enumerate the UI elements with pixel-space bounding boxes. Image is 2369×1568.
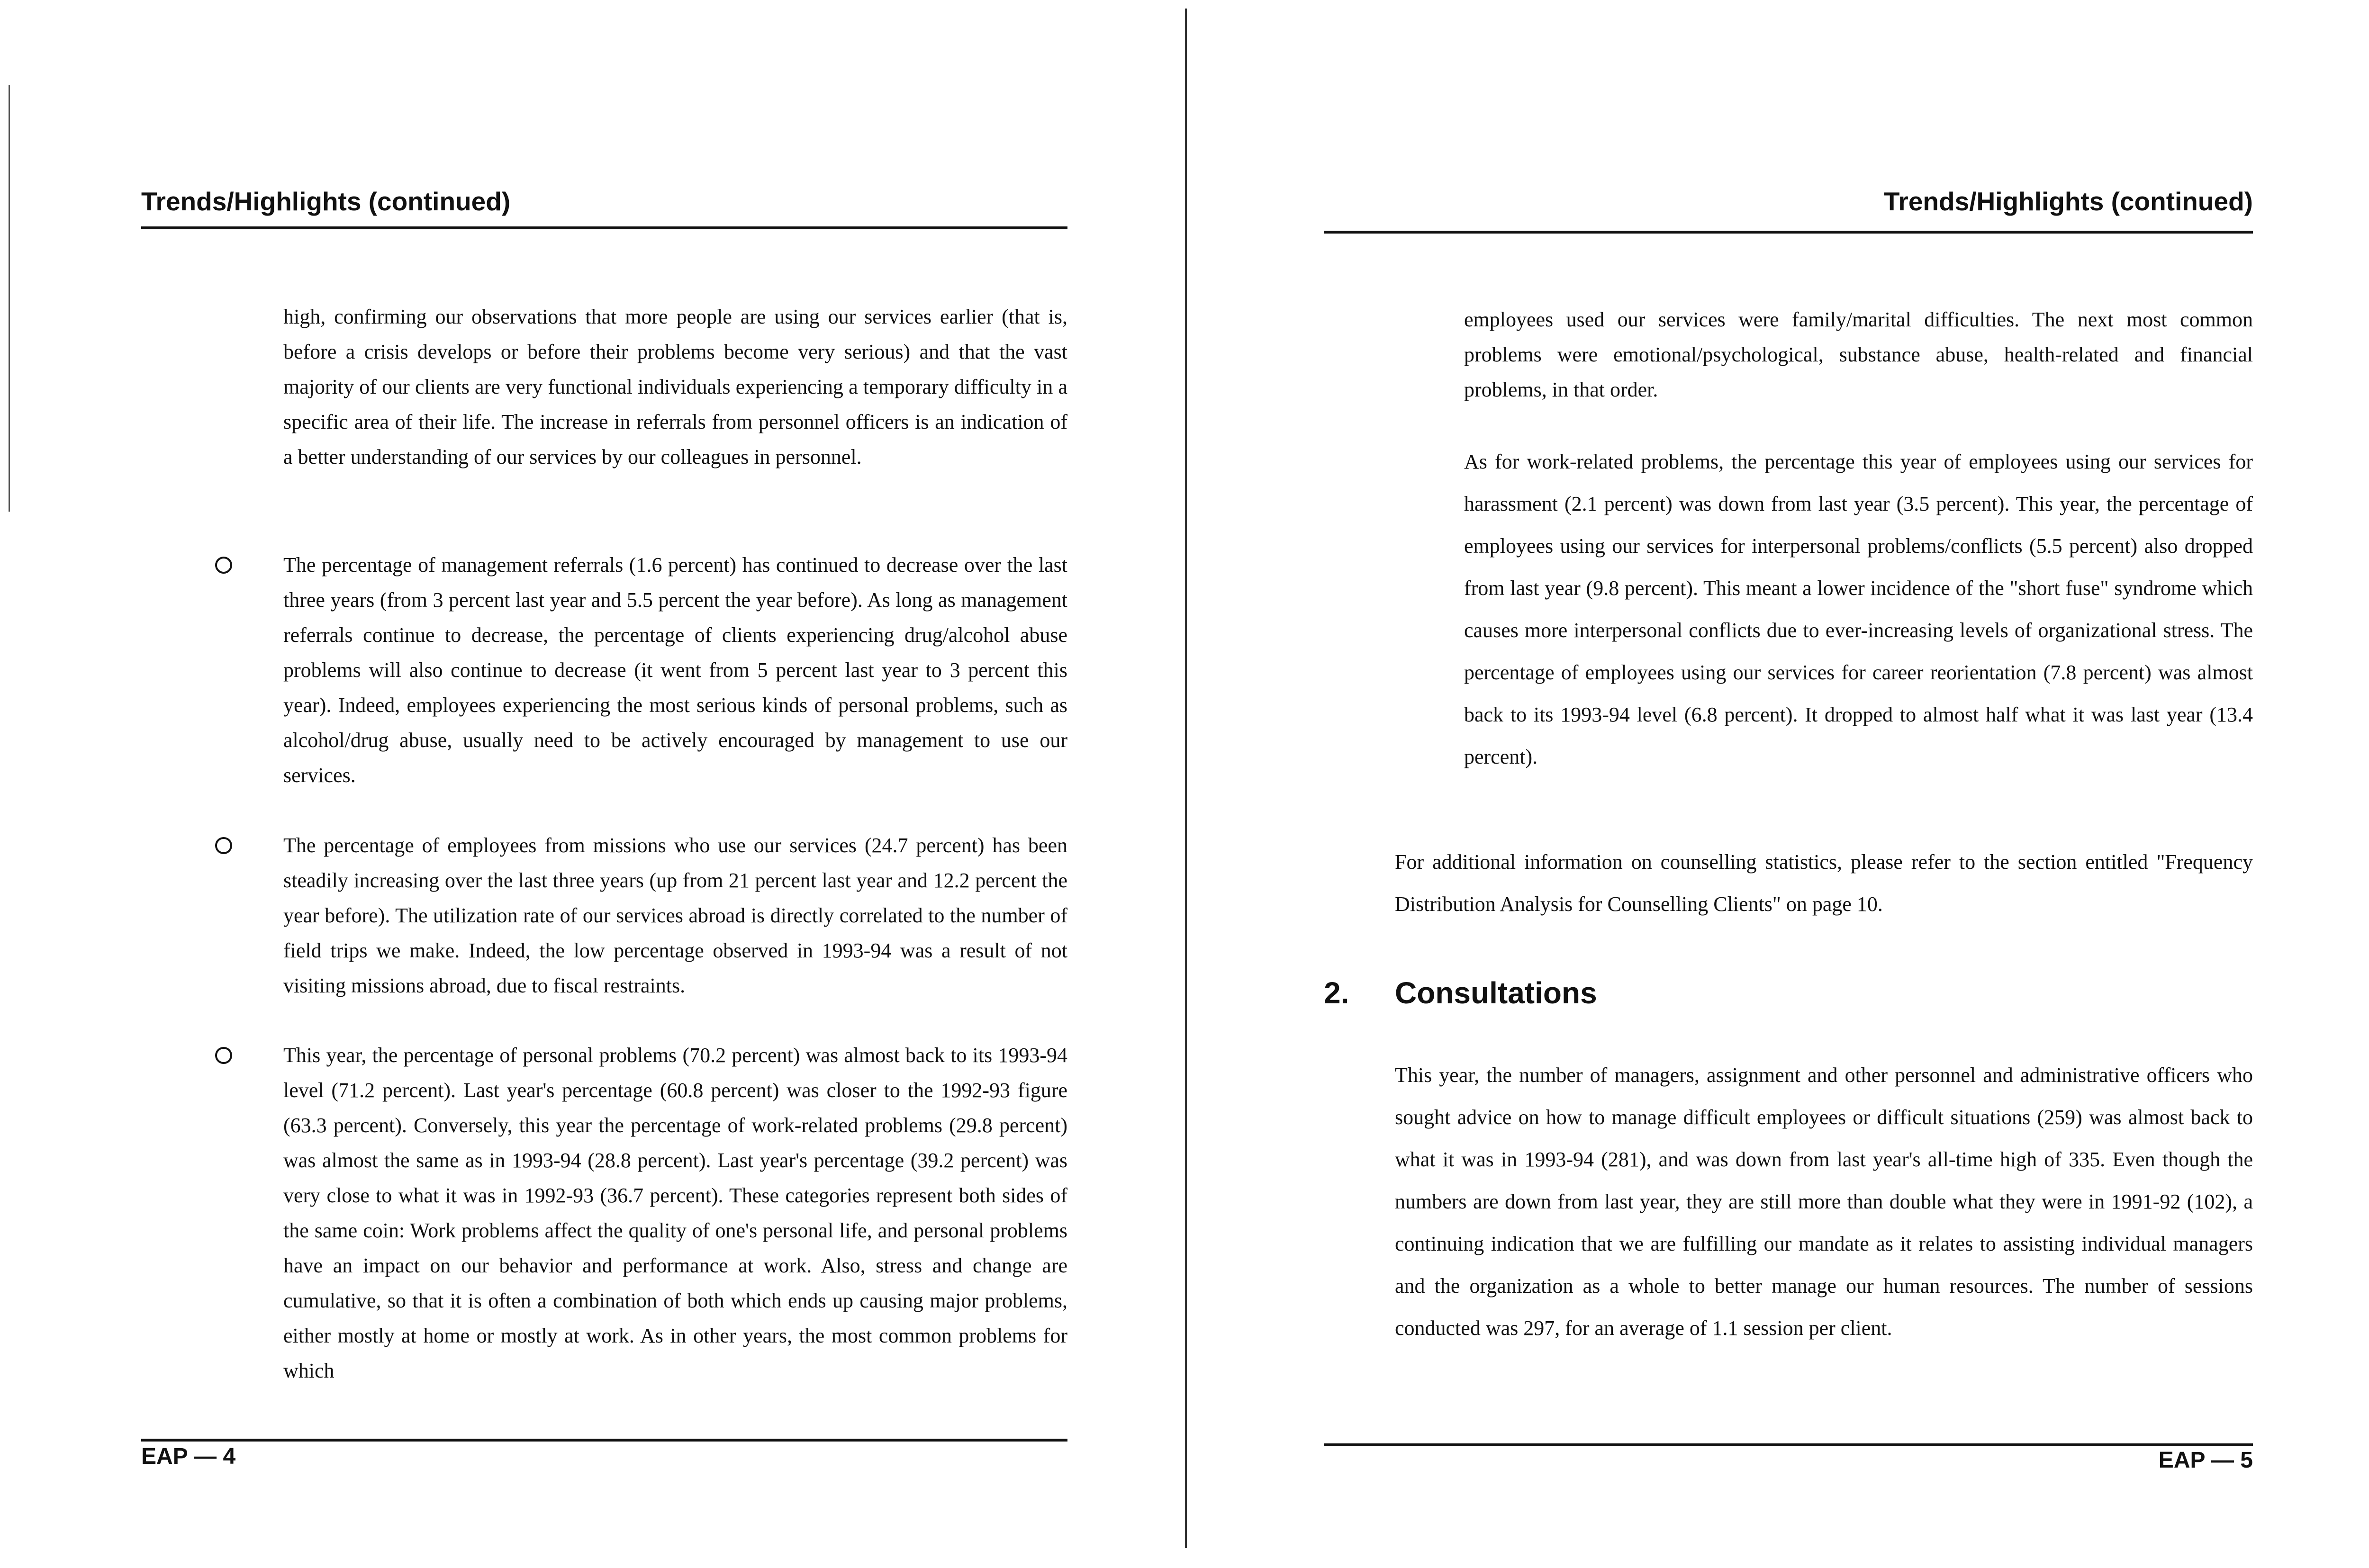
right-continued-paragraph: employees used our services were family/marital difficulties. The next most common problems were emotional/psychological, substance abuse, health-related and financial problems, in that order. xyxy=(1464,308,2253,401)
left-bullet-missions: The percentage of employees from missions who use our services (24.7 percent) has been steadily increasing over the last three years (up from 21 percent last year and 12.2 percent the year before). The utilization rate of our services abroad is directly correlated to the number of field trips we make. Indeed, the low percentage observed in 1993-94 was a result of not visiting missions abroad, due to fiscal restraints. xyxy=(283,834,1067,997)
left-header-rule xyxy=(141,226,1067,229)
right-footer-rule xyxy=(1324,1443,2253,1446)
left-intro-paragraph: high, confirming our observations that more people are using our services earlier (that is, before a crisis develops or before their problems become very serious) and that the vast majority of our clients are very functional individuals experiencing a temporary difficulty in a specific area of their life. The increase in referrals from personnel officers is an indication of a better understanding of our services by our colleagues in personnel. xyxy=(283,305,1067,469)
right-page-header: Trends/Highlights (continued) xyxy=(1883,187,2253,216)
section-title: Consultations xyxy=(1395,976,1597,1010)
right-page xyxy=(1184,0,2369,1568)
left-page-number: EAP — 4 xyxy=(141,1444,236,1469)
left-page-header: Trends/Highlights (continued) xyxy=(141,187,511,216)
left-page xyxy=(0,0,1184,1568)
right-consultations-paragraph: This year, the number of managers, assignment and other personnel and administrative officers who sought advice on how to manage difficult employees or difficult situations (259) was almost back to what it was in 1993-94 (281), and was down from last year's all-time high of 335. Even though the numbers are down from last year, they are still more than double what they were in 1991-92 (102), a continuing indication that we are fulfilling our mandate as it relates to assisting individual managers and the organization as a whole to better manage our human resources. The number of sessions conducted was 297, for an average of 1.1 session per client. xyxy=(1395,1063,2253,1340)
bullet-circle-icon xyxy=(215,557,232,574)
right-work-related-paragraph: As for work-related problems, the percentage this year of employees using our services for harassment (2.1 percent) was down from last year (3.5 percent). This year, the percentage of employees using our services for interpersonal problems/conflicts (5.5 percent) also dropped from last year (9.8 percent). This meant a lower incidence of the "short fuse" syndrome which causes more interpersonal conflicts due to ever-increasing levels of organizational stress. The percentage of employees using our services for career reorientation (7.8 percent) was almost back to its 1993-94 level (6.8 percent). It dropped to almost half what it was last year (13.4 percent). xyxy=(1464,450,2253,768)
bullet-circle-icon xyxy=(215,837,232,854)
left-bullet-management-referrals: The percentage of management referrals (1.6 percent) has continued to decrease over the last three years (from 3 percent last year and 5.5 percent the year before). As long as management referrals continue to decrease, the percentage of clients experiencing drug/alcohol abuse problems will also continue to decrease (it went from 5 percent last year to 3 percent this year). Indeed, employees experiencing the most serious kinds of personal problems, such as alcohol/drug abuse, usually need to be actively encouraged by management to use our services. xyxy=(283,553,1067,787)
left-bullet-personal-problems: This year, the percentage of personal problems (70.2 percent) was almost back to its 1993-94 level (71.2 percent). Last year's percentage (60.8 percent) was closer to the 1992-93 figure (63.3 percent). Conversely, this year the percentage of work-related problems (29.8 percent) was almost the same as in 1993-94 (28.8 percent). Last year's percentage (39.2 percent) was very close to what it was in 1992-93 (36.7 percent). These categories represent both sides of the same coin: Work problems affect the quality of one's personal life, and personal problems have an impact on our behavior and performance at work. Also, stress and change are cumulative, so that it is often a combination of both which ends up causing major problems, either mostly at home or mostly at work. As in other years, the most common problems for which xyxy=(283,1044,1067,1382)
section-number: 2. xyxy=(1324,976,1349,1010)
left-footer-rule xyxy=(141,1439,1067,1442)
scan-edge-mark xyxy=(9,85,10,512)
right-header-rule xyxy=(1324,231,2253,234)
right-info-paragraph: For additional information on counselling statistics, please refer to the section entitled "Frequency Distribution Analysis for Counselling Clients" on page 10. xyxy=(1395,850,2253,916)
right-page-number: EAP — 5 xyxy=(2158,1448,2253,1473)
bullet-circle-icon xyxy=(215,1047,232,1064)
